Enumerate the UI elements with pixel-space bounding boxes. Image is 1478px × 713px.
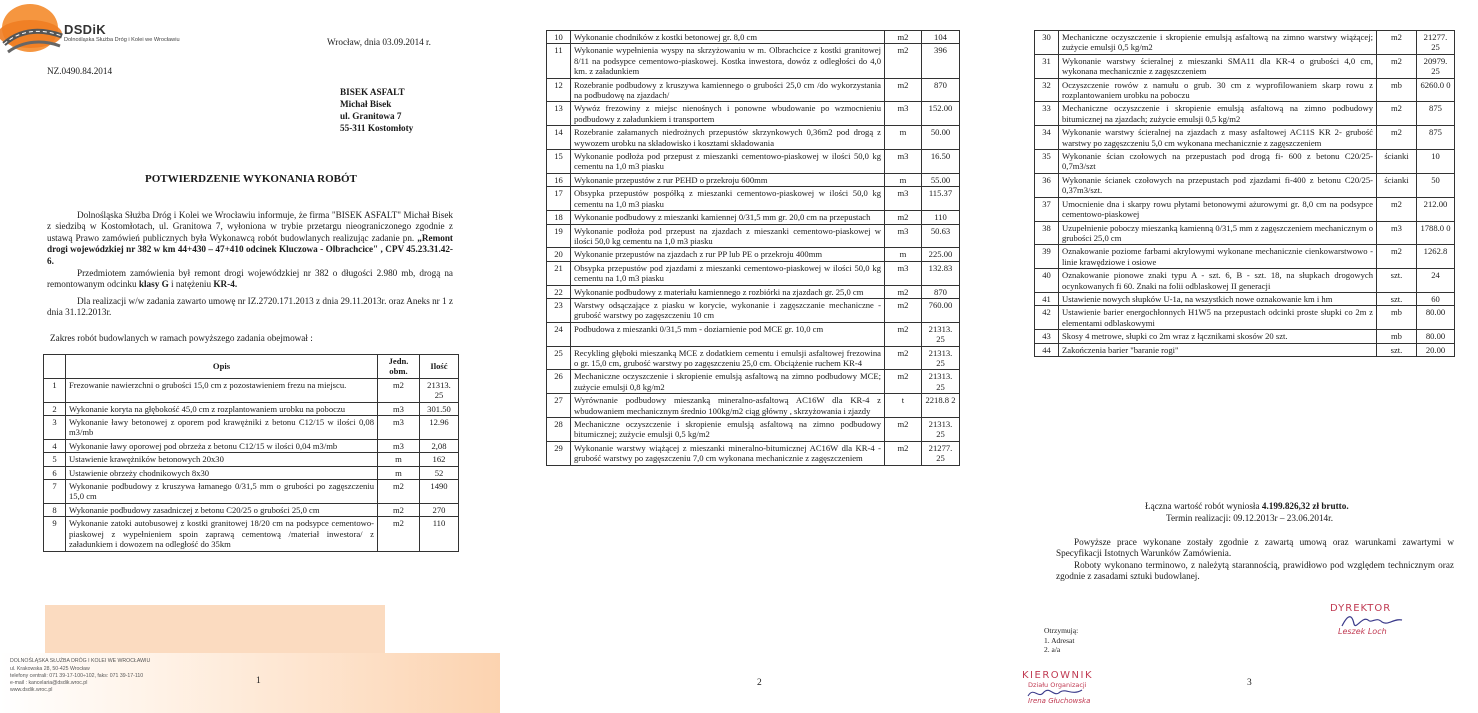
row-description: Ustawienie nowych słupków U-1a, na wszystkich nowe oznakowanie km i hm — [1059, 292, 1377, 305]
row-description: Uzupełnienie poboczy mieszanką kamienną 0/31,5 mm z zagęszczeniem mechanicznym o grubości 25,0 cm — [1059, 221, 1377, 245]
row-quantity: 12.96 — [420, 416, 459, 440]
row-number: 2 — [44, 402, 66, 415]
row-description: Wykonanie podłoża pod przepust na zjazdach z mieszanki cementowo-piaskowej w ilości 50,0 kg cementu na 1,0 m3 piasku — [571, 224, 885, 248]
row-quantity: 1490 — [420, 480, 459, 504]
row-unit: m2 — [885, 44, 922, 78]
row-quantity: 115.37 — [922, 187, 960, 211]
row-unit: mb — [1377, 78, 1417, 102]
table-row — [547, 346, 960, 370]
table-row — [547, 394, 960, 418]
row-description: Ustawienie krawężników betonowych 20x30 — [66, 453, 378, 466]
row-number: 24 — [547, 322, 571, 346]
row-quantity: 55.00 — [922, 173, 960, 186]
table-row — [547, 44, 960, 78]
closing-paragraph-1: Powyższe prace wykonane zostały zgodnie z zawartą umową oraz warunkami zawartymi w Specyfikacji Istotnych Warunków Zamówienia. — [1056, 537, 1454, 559]
table-row — [1035, 306, 1455, 330]
letter-paragraph-2 — [47, 268, 453, 291]
row-quantity: 870 — [922, 78, 960, 102]
row-unit: m2 — [1377, 54, 1417, 78]
table-row — [44, 466, 459, 479]
table-row — [547, 211, 960, 224]
recipient-line: ul. Granitowa 7 — [340, 111, 402, 121]
row-description: Zakończenia barier "baranie rogi" — [1059, 343, 1377, 356]
row-unit: m2 — [885, 441, 922, 465]
row-unit: ścianki — [1377, 173, 1417, 197]
row-number: 28 — [547, 418, 571, 442]
row-description: Wyrównanie podbudowy mieszanką mineralno-asfaltową AC16W dla KR-4 z wbudowaniem mechanicznym średnio 100kg/m2 ciąg główny , skrzyżowania i zjazdy — [571, 394, 885, 418]
manager-stamp-title: KIEROWNIK — [1022, 670, 1094, 681]
row-description: Wykonanie podbudowy z kruszywa łamanego 0/31,5 mm o grubości po zagęszczeniu 15,0 cm — [66, 480, 378, 504]
row-number: 7 — [44, 480, 66, 504]
row-quantity: 301.50 — [420, 402, 459, 415]
table-row — [547, 261, 960, 285]
row-quantity: 162 — [420, 453, 459, 466]
page-2 — [540, 0, 965, 713]
row-number: 10 — [547, 31, 571, 44]
row-quantity: 21313. 25 — [922, 322, 960, 346]
row-description: Wykonanie chodników z kostki betonowej gr. 8,0 cm — [571, 31, 885, 44]
row-number: 4 — [44, 439, 66, 452]
row-number: 18 — [547, 211, 571, 224]
row-quantity: 52 — [420, 466, 459, 479]
row-unit: m2 — [378, 480, 420, 504]
table-row — [547, 224, 960, 248]
row-quantity: 80.00 — [1417, 330, 1455, 343]
row-unit: ścianki — [1377, 150, 1417, 174]
realization-term: Termin realizacji: 09.12.2013r – 23.06.2014r. — [1166, 513, 1333, 523]
letter-text: Przedmiotem zamówienia był remont drogi wojewódzkiej nr 382 o długości 2.980 mb, drogą na remontowanym odcinku — [47, 268, 453, 290]
row-number: 8 — [44, 503, 66, 516]
row-description: Wykonanie koryta na głębokość 45,0 cm z rozplantowaniem urobku na poboczu — [66, 402, 378, 415]
table-row — [1035, 245, 1455, 269]
table-row — [44, 416, 459, 440]
row-description: Ustawienie barier energochłonnych H1W5 na przepustach odcinki proste słupki co 2m z elementami odblaskowymi — [1059, 306, 1377, 330]
row-description: Oznakowanie poziome farbami akrylowymi wykonane mechanicznie cienkowarstwowo - linie krawędziowe i osiowe — [1059, 245, 1377, 269]
row-description: Oczyszczenie rowów z namułu o grub. 30 cm z wyprofilowaniem skarp rowu z rozplantowaniem urobku na poboczu — [1059, 78, 1377, 102]
footer-phone: telefony centrali: 071 39-17-100÷102, faks: 071 39-17-110 — [10, 673, 144, 679]
row-description: Rozebranie załamanych niedrożnych przepustów skrzynkowych 0,36m2 pod drogą z wywozem urobku na składowisko i kosztami składowania — [571, 126, 885, 150]
table-row — [44, 402, 459, 415]
row-quantity: 21313. 25 — [922, 346, 960, 370]
table-row — [1035, 292, 1455, 305]
table-row — [547, 418, 960, 442]
row-unit: m2 — [378, 503, 420, 516]
row-description: Wykonanie warstwy ścieralnej z mieszanki SMA11 dla KR-4 o grubości 4,0 cm, wykonana mechanicznie z zagęszczeniem — [1059, 54, 1377, 78]
row-unit: m2 — [885, 31, 922, 44]
row-number: 17 — [547, 187, 571, 211]
row-description: Warstwy odsączające z piasku w korycie, wykonanie i zagęszczanie mechaniczne - grubość warstwy po zagęszczeniu 10 cm — [571, 298, 885, 322]
row-unit: szt. — [1377, 292, 1417, 305]
row-unit: m2 — [885, 346, 922, 370]
row-description: Mechaniczne oczyszczenie i skropienie emulsją asfaltową na zimno podbudowy MCE; zużycie emulsji 0,8 kg/m2 — [571, 370, 885, 394]
row-quantity: 1788.0 0 — [1417, 221, 1455, 245]
footer-www: www.dsdik.wroc.pl — [10, 687, 53, 693]
letter-paragraph-3: Dla realizacji w/w zadania zawarto umowę nr IZ.2720.171.2013 z dnia 29.11.2013r. oraz Aneks nr 1 z dnia 31.12.2013r. — [47, 296, 453, 318]
table-row — [1035, 31, 1455, 55]
row-description: Mechaniczne oczyszczenie i skropienie emulsją asfaltową na zimno warstwy wiążącej; zużycie emulsji 0,5 kg/m2 — [1059, 31, 1377, 55]
page-1 — [0, 0, 500, 713]
recipient-item: 2. a/a — [1044, 645, 1061, 654]
table-row — [44, 517, 459, 551]
row-number: 19 — [547, 224, 571, 248]
table-row — [44, 503, 459, 516]
row-quantity: 21277. 25 — [922, 441, 960, 465]
row-quantity: 50.00 — [922, 126, 960, 150]
works-table-2 — [546, 30, 960, 466]
col-header-unit: Jedn. obm. — [378, 355, 420, 379]
table-row — [1035, 343, 1455, 356]
row-number: 34 — [1035, 126, 1059, 150]
row-description: Wykonanie ścian czołowych na przepustach pod drogą fi- 600 z betonu C20/25- 0,7m3/szt — [1059, 150, 1377, 174]
footer-address: ul. Krakowska 28, 50-425 Wrocław — [10, 666, 90, 672]
row-unit: m2 — [1377, 31, 1417, 55]
row-number: 22 — [547, 285, 571, 298]
row-number: 3 — [44, 416, 66, 440]
row-quantity: 2218.8 2 — [922, 394, 960, 418]
page-3 — [1020, 0, 1478, 713]
row-number: 14 — [547, 126, 571, 150]
row-quantity: 1262.8 — [1417, 245, 1455, 269]
row-number: 39 — [1035, 245, 1059, 269]
row-unit: szt. — [1377, 343, 1417, 356]
row-description: Wykonanie warstwy wiążącej z mieszanki mineralno-bitumicznej AC16W dla KR-4 - grubość warstwy po zagęszczeniu 7,0 cm wykonana mechanicznie z zagęszczeniem — [571, 441, 885, 465]
row-quantity: 870 — [922, 285, 960, 298]
row-quantity: 16.50 — [922, 150, 960, 174]
table-row — [547, 187, 960, 211]
row-quantity: 212.00 — [1417, 197, 1455, 221]
row-description: Wykonanie zatoki autobusowej z kostki granitowej 18/20 cm na podsypce cementowo-piaskowej z wypełnieniem spoin zaprawą cementową /materiał inwestora/ z załadunkiem i dowozem na odległość do 35km — [66, 517, 378, 551]
row-unit: m2 — [1377, 102, 1417, 126]
row-description: Frezowanie nawierzchni o grubości 15,0 cm z pozostawieniem frezu na miejscu. — [66, 378, 378, 402]
row-unit: m3 — [885, 187, 922, 211]
row-number: 13 — [547, 102, 571, 126]
traffic-category: KR-4. — [213, 279, 238, 290]
row-description: Umocnienie dna i skarpy rowu płytami betonowymi ażurowymi gr. 8,0 cm na podsypce cementowo-piaskowej — [1059, 197, 1377, 221]
table-row — [1035, 78, 1455, 102]
row-number: 9 — [44, 517, 66, 551]
letter-paragraph-1 — [47, 210, 453, 267]
row-quantity: 80.00 — [1417, 306, 1455, 330]
row-description: Wykonanie warstwy ścieralnej na zjazdach z masy asfaltowej AC11S KR 2- grubość warstwy po zagęszczeniu 5,0 cm wykonana mechanicznie z zagęszczeniem — [1059, 126, 1377, 150]
row-number: 40 — [1035, 269, 1059, 293]
row-quantity: 50 — [1417, 173, 1455, 197]
row-number: 21 — [547, 261, 571, 285]
row-description: Recykling głęboki mieszanką MCE z dodatkiem cementu i emulsji asfaltowej frezowina o gr. 15,0 cm, grubość warstwy po zagęszczeniu 25,0 cm. Obciążenie ruchem KR-4 — [571, 346, 885, 370]
row-number: 44 — [1035, 343, 1059, 356]
table-row — [1035, 102, 1455, 126]
page-number: 2 — [757, 678, 762, 688]
row-unit: m3 — [885, 150, 922, 174]
row-unit: m3 — [885, 261, 922, 285]
row-unit: m2 — [885, 298, 922, 322]
row-quantity: 24 — [1417, 269, 1455, 293]
row-quantity: 21313. 25 — [922, 370, 960, 394]
row-description: Obsypka przepustów pospółką z mieszanki cementowo-piaskowej w ilości 50,0 kg cementu na 1,0 m3 piasku — [571, 187, 885, 211]
table-row — [44, 378, 459, 402]
table-row — [547, 322, 960, 346]
row-unit: m3 — [885, 102, 922, 126]
row-unit: m2 — [885, 418, 922, 442]
table-row — [547, 248, 960, 261]
row-quantity: 270 — [420, 503, 459, 516]
row-unit: m — [378, 466, 420, 479]
row-unit: m — [885, 248, 922, 261]
row-unit: m2 — [1377, 126, 1417, 150]
row-number: 5 — [44, 453, 66, 466]
row-description: Wykonanie ścianek czołowych na przepustach pod zjazdami fi-400 z betonu C20/25- 0,37m3/szt. — [1059, 173, 1377, 197]
table-row — [547, 298, 960, 322]
logo-subtitle: Dolnośląska Służba Dróg i Kolei we Wrocławiu — [64, 37, 180, 43]
row-number: 33 — [1035, 102, 1059, 126]
letter-text: i natężeniu — [171, 279, 212, 290]
row-number: 30 — [1035, 31, 1059, 55]
row-unit: m3 — [378, 439, 420, 452]
reference-number: NZ.0490.84.2014 — [47, 66, 113, 76]
road-class: klasy G — [138, 279, 169, 290]
row-unit: m2 — [1377, 245, 1417, 269]
row-quantity: 60 — [1417, 292, 1455, 305]
row-unit: m2 — [378, 517, 420, 551]
table-row — [547, 150, 960, 174]
works-table-3 — [1034, 30, 1455, 357]
row-unit: m3 — [378, 402, 420, 415]
row-number: 27 — [547, 394, 571, 418]
row-description: Rozebranie podbudowy z kruszywa kamiennego o grubości 25,0 cm /do wykorzystania na podbudowę na zjazdach/ — [571, 78, 885, 102]
row-quantity: 2,08 — [420, 439, 459, 452]
row-description: Obsypka przepustów pod zjazdami z mieszanki cementowo-piaskowej w ilości 50,0 kg cementu na 1,0 m3 piasku — [571, 261, 885, 285]
row-unit: t — [885, 394, 922, 418]
table-row — [1035, 197, 1455, 221]
table-row — [1035, 54, 1455, 78]
manager-department: Działu Organizacji — [1028, 681, 1087, 689]
row-description: Ustawienie obrzeży chodnikowych 8x30 — [66, 466, 378, 479]
row-description: Podbudowa z mieszanki 0/31,5 mm - doziarnienie pod MCE gr. 10,0 cm — [571, 322, 885, 346]
col-header-quantity: Ilość — [420, 355, 459, 379]
table-row — [547, 102, 960, 126]
row-quantity: 21277. 25 — [1417, 31, 1455, 55]
dsdik-logo — [0, 0, 215, 70]
row-unit: m2 — [378, 378, 420, 402]
row-unit: m3 — [885, 224, 922, 248]
row-unit: m2 — [885, 322, 922, 346]
row-unit: m2 — [885, 211, 922, 224]
document-title: POTWIERDZENIE WYKONANIA ROBÓT — [145, 173, 357, 185]
row-number: 42 — [1035, 306, 1059, 330]
table-row — [547, 78, 960, 102]
recipient-line: Michał Bisek — [340, 99, 392, 109]
director-stamp-title: DYREKTOR — [1330, 603, 1392, 614]
row-number: 35 — [1035, 150, 1059, 174]
row-description: Wykonanie ławy betonowej z oporem pod krawężniki z betonu C12/15 w ilości 0,08 m3/mb — [66, 416, 378, 440]
table-row — [547, 441, 960, 465]
row-unit: m — [885, 173, 922, 186]
table-row — [1035, 330, 1455, 343]
table-row — [44, 480, 459, 504]
row-number: 15 — [547, 150, 571, 174]
row-description: Oznakowanie pionowe znaki typu A - szt. 6, B - szt. 18, na słupkach drogowych ocynkowanych fi 60. Znaki na folii odblaskowej II generacji — [1059, 269, 1377, 293]
row-quantity: 110 — [420, 517, 459, 551]
row-number: 38 — [1035, 221, 1059, 245]
row-quantity: 20979. 25 — [1417, 54, 1455, 78]
letterhead-footer — [0, 653, 500, 713]
row-quantity: 132.83 — [922, 261, 960, 285]
row-description: Wywóz frezowiny z miejsc nienośnych i ponowne wbudowanie po wzmocnieniu podbudowy z załadunkiem i transportem — [571, 102, 885, 126]
page-number: 3 — [1247, 678, 1252, 688]
row-number: 23 — [547, 298, 571, 322]
row-number: 1 — [44, 378, 66, 402]
footer-org: DOLNOŚLĄSKA SŁUŻBA DRÓG I KOLEI WE WROCŁAWIU — [10, 658, 151, 664]
table-row — [1035, 173, 1455, 197]
row-number: 31 — [1035, 54, 1059, 78]
page-number: 1 — [256, 676, 261, 686]
letter-text: Dolnośląska Służba Dróg i Kolei we Wrocławiu informuje, że firma "BISEK ASFALT" Michał Bisek z siedzibą w Kostomłotach, ul. Granitowa 7, wyłoniona w trybie przetargu nieograniczonego zgodnie z ustawą Prawo zamówień publicznych była Wykonawcą robót budowlanych realizując zadanie pn. — [47, 210, 453, 243]
row-number: 6 — [44, 466, 66, 479]
table-row — [547, 126, 960, 150]
table-row — [1035, 269, 1455, 293]
row-quantity: 10 — [1417, 150, 1455, 174]
table-row — [547, 285, 960, 298]
table-row — [547, 370, 960, 394]
row-unit: m2 — [885, 285, 922, 298]
row-unit: m — [885, 126, 922, 150]
table-row — [44, 439, 459, 452]
row-quantity: 875 — [1417, 102, 1455, 126]
row-unit: m2 — [885, 370, 922, 394]
recipient-line: BISEK ASFALT — [340, 87, 405, 97]
place-date: Wrocław, dnia 03.09.2014 r. — [327, 37, 431, 47]
row-quantity: 875 — [1417, 126, 1455, 150]
row-description: Mechaniczne oczyszczenie i skropienie emulsją asfaltową na zimno podbudowy bitumicznej; zużycie emulsji 0,5 kg/m2 — [571, 418, 885, 442]
row-quantity: 110 — [922, 211, 960, 224]
scope-intro: Zakres robót budowlanych w ramach powyższego zadania obejmował : — [50, 333, 313, 343]
table-row — [44, 453, 459, 466]
recipient-block — [340, 86, 413, 134]
row-number: 12 — [547, 78, 571, 102]
row-unit: mb — [1377, 330, 1417, 343]
table-row — [1035, 221, 1455, 245]
director-name: Leszek Loch — [1338, 627, 1387, 636]
row-unit: m2 — [1377, 197, 1417, 221]
recipients-label: Otrzymują: — [1044, 626, 1079, 635]
total-amount: 4.199.826,32 zł brutto. — [1261, 501, 1349, 511]
row-description: Skosy 4 metrowe, słupki co 2m wraz z łącznikami skosów 20 szt. — [1059, 330, 1377, 343]
table-row — [547, 31, 960, 44]
row-number: 20 — [547, 248, 571, 261]
row-description: Wykonanie przepustów z rur PEHD o przekroju 600mm — [571, 173, 885, 186]
row-number: 11 — [547, 44, 571, 78]
logo-name: DSDiK — [64, 22, 106, 37]
row-description: Wykonanie podłoża pod przepust z mieszanki cementowo-piaskowej w ilości 50,0 kg cementu na 1,0 m3 piasku — [571, 150, 885, 174]
table-row — [1035, 126, 1455, 150]
row-description: Wykonanie przepustów na zjazdach z rur PP lub PE o przekroju 400mm — [571, 248, 885, 261]
recipient-line: 55-311 Kostomłoty — [340, 123, 414, 133]
row-number: 16 — [547, 173, 571, 186]
footer-email: e-mail : kancelaria@dsdik.wroc.pl — [10, 680, 88, 686]
col-header-description: Opis — [66, 355, 378, 379]
row-description: Wykonanie ławy oporowej pod obrzeża z betonu C12/15 w ilości 0,04 m3/mb — [66, 439, 378, 452]
col-header-number — [44, 355, 66, 379]
row-description: Wykonanie wypełnienia wyspy na skrzyżowaniu w m. Olbrachcice z kostki granitowej 8/11 na podsypce cementowo-piaskowej. Kostka inwestora, dowóz z odległości do 4,0 km. z załadunkiem — [571, 44, 885, 78]
row-number: 29 — [547, 441, 571, 465]
total-value — [1145, 501, 1349, 512]
row-number: 41 — [1035, 292, 1059, 305]
row-quantity: 152.00 — [922, 102, 960, 126]
row-description: Wykonanie podbudowy z mieszanki kamiennej 0/31,5 mm gr. 20,0 cm na przepustach — [571, 211, 885, 224]
row-number: 37 — [1035, 197, 1059, 221]
row-number: 26 — [547, 370, 571, 394]
row-quantity: 6260.0 0 — [1417, 78, 1455, 102]
row-description: Mechaniczne oczyszczenie i skropienie emulsją asfaltową na zimno podbudowy bitumicznej na zjazdach; zużycie emulsji 0,5 kg/m2 — [1059, 102, 1377, 126]
task-name: „Remont drogi wojewódzkiej nr 382 w km 44+430 – 47+410 odcinek Kluczowa - Olbrachcice" , CPV 45.23.31.42-6. — [47, 232, 453, 266]
row-quantity: 21313. 25 — [420, 378, 459, 402]
table-row — [547, 173, 960, 186]
closing-paragraph-2: Roboty wykonano terminowo, z należytą starannością, prawidłowo pod względem technicznym oraz zgodnie z zasadami sztuki budowlanej. — [1056, 560, 1454, 582]
row-quantity: 396 — [922, 44, 960, 78]
row-unit: szt. — [1377, 269, 1417, 293]
recipients-list — [1044, 626, 1078, 655]
table-header-row — [44, 355, 459, 379]
row-number: 25 — [547, 346, 571, 370]
row-number: 32 — [1035, 78, 1059, 102]
table-row — [1035, 150, 1455, 174]
row-quantity: 21313. 25 — [922, 418, 960, 442]
row-number: 43 — [1035, 330, 1059, 343]
row-quantity: 20.00 — [1417, 343, 1455, 356]
row-quantity: 225.00 — [922, 248, 960, 261]
row-description: Wykonanie podbudowy z materiału kamiennego z rozbiórki na zjazdach gr. 25,0 cm — [571, 285, 885, 298]
row-quantity: 104 — [922, 31, 960, 44]
row-unit: mb — [1377, 306, 1417, 330]
row-number: 36 — [1035, 173, 1059, 197]
works-table-1 — [43, 354, 459, 552]
row-unit: m — [378, 453, 420, 466]
total-label: Łączna wartość robót wyniosła — [1145, 501, 1260, 511]
row-unit: m3 — [378, 416, 420, 440]
recipient-item: 1. Adresat — [1044, 635, 1075, 645]
row-unit: m2 — [885, 78, 922, 102]
row-quantity: 760.00 — [922, 298, 960, 322]
row-quantity: 50.63 — [922, 224, 960, 248]
row-description: Wykonanie podbudowy zasadniczej z betonu C20/25 o grubości 25,0 cm — [66, 503, 378, 516]
manager-name: Irena Głuchowska — [1028, 697, 1091, 705]
road-swoosh-icon — [0, 0, 215, 70]
row-unit: m3 — [1377, 221, 1417, 245]
